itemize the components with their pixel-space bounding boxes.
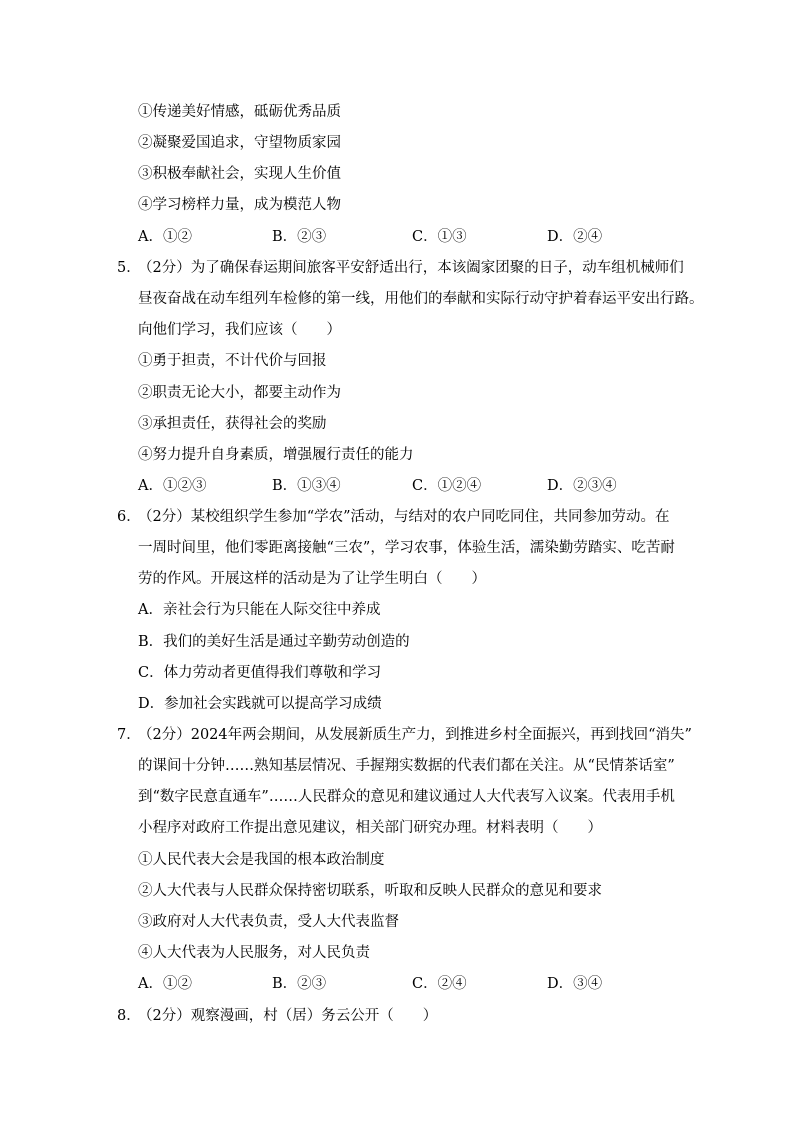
q7-statement-4: ④人大代表为人民服务，对人民负责 (138, 945, 370, 961)
q7-option-b: B．②③ (272, 976, 327, 992)
q4-option-d: D．②④ (547, 229, 603, 245)
q5-number: 5． (117, 260, 141, 276)
q5-stem-line-3: 向他们学习，我们应该（ ） (138, 322, 341, 338)
q5-stem-line-2: 昼夜奋战在动车组列车检修的第一线，用他们的奉献和实际行动守护着春运平安出行路。 (138, 291, 704, 307)
q5-option-c: C．①②④ (412, 478, 482, 494)
q8-stem-line-1: （2分）观察漫画，村（居）务云公开（ ） (138, 1008, 438, 1024)
q5-stem-line-1: （2分）为了确保春运期间旅客平安舒适出行，本该阖家团聚的日子，动车组机械师们 (138, 260, 684, 276)
q5-option-d: D．②③④ (547, 478, 617, 494)
q7-option-d: D．③④ (547, 976, 603, 992)
q4-statement-1: ①传递美好情感，砥砺优秀品质 (138, 104, 341, 120)
q5-statement-3: ③承担责任，获得社会的奖励 (138, 416, 327, 432)
q8-number: 8． (117, 1008, 141, 1024)
q7-stem-line-4: 小程序对政府工作提出意见建议，相关部门研究办理。材料表明（ ） (138, 820, 602, 836)
q7-statement-3: ③政府对人大代表负责，受人大代表监督 (138, 914, 399, 930)
q4-option-c: C．①③ (412, 229, 467, 245)
q7-option-c: C．②④ (412, 976, 467, 992)
q7-stem-line-3: 到“数字民意直通车”……人民群众的意见和建议通过人大代表写入议案。代表用手机 (138, 789, 675, 805)
q7-stem-line-1: （2分）2024年两会期间，从发展新质生产力，到推进乡村全面振兴，再到找回“消失” (138, 727, 692, 743)
q7-stem-line-2: 的课间十分钟……熟知基层情况、手握翔实数据的代表们都在关注。从“民情茶话室” (138, 758, 675, 774)
q7-option-a: A．①② (138, 976, 192, 992)
q6-stem-line-1: （2分）某校组织学生参加“学农”活动，与结对的农户同吃同住，共同参加劳动。在 (138, 509, 670, 525)
q6-choice-d: D．参加社会实践就可以提高学习成绩 (138, 696, 382, 712)
q6-stem-line-3: 劳的作风。开展这样的活动是为了让学生明白（ ） (138, 571, 486, 587)
q7-statement-2: ②人大代表与人民群众保持密切联系，听取和反映人民群众的意见和要求 (138, 883, 602, 899)
q5-statement-2: ②职责无论大小，都要主动作为 (138, 385, 341, 401)
q4-statement-4: ④学习榜样力量，成为模范人物 (138, 197, 341, 213)
q5-option-a: A．①②③ (138, 478, 207, 494)
q4-option-b: B．②③ (272, 229, 327, 245)
q6-choice-b: B．我们的美好生活是通过辛勤劳动创造的 (138, 634, 410, 650)
q4-option-a: A．①② (138, 229, 192, 245)
q5-statement-1: ①勇于担责，不计代价与回报 (138, 353, 327, 369)
q6-choice-c: C．体力劳动者更值得我们尊敬和学习 (138, 665, 382, 681)
q5-statement-4: ④努力提升自身素质，增强履行责任的能力 (138, 447, 414, 463)
q6-choice-a: A．亲社会行为只能在人际交往中养成 (138, 602, 381, 618)
q6-stem-line-2: 一周时间里，他们零距离接触“三农”，学习农事，体验生活，濡染勤劳踏实、吃苦耐 (138, 540, 675, 556)
q7-number: 7． (117, 727, 141, 743)
q6-number: 6． (117, 509, 141, 525)
q4-statement-3: ③积极奉献社会，实现人生价值 (138, 166, 341, 182)
q5-option-b: B．①③④ (272, 478, 341, 494)
q7-statement-1: ①人民代表大会是我国的根本政治制度 (138, 852, 385, 868)
q4-statement-2: ②凝聚爱国追求，守望物质家园 (138, 135, 341, 151)
